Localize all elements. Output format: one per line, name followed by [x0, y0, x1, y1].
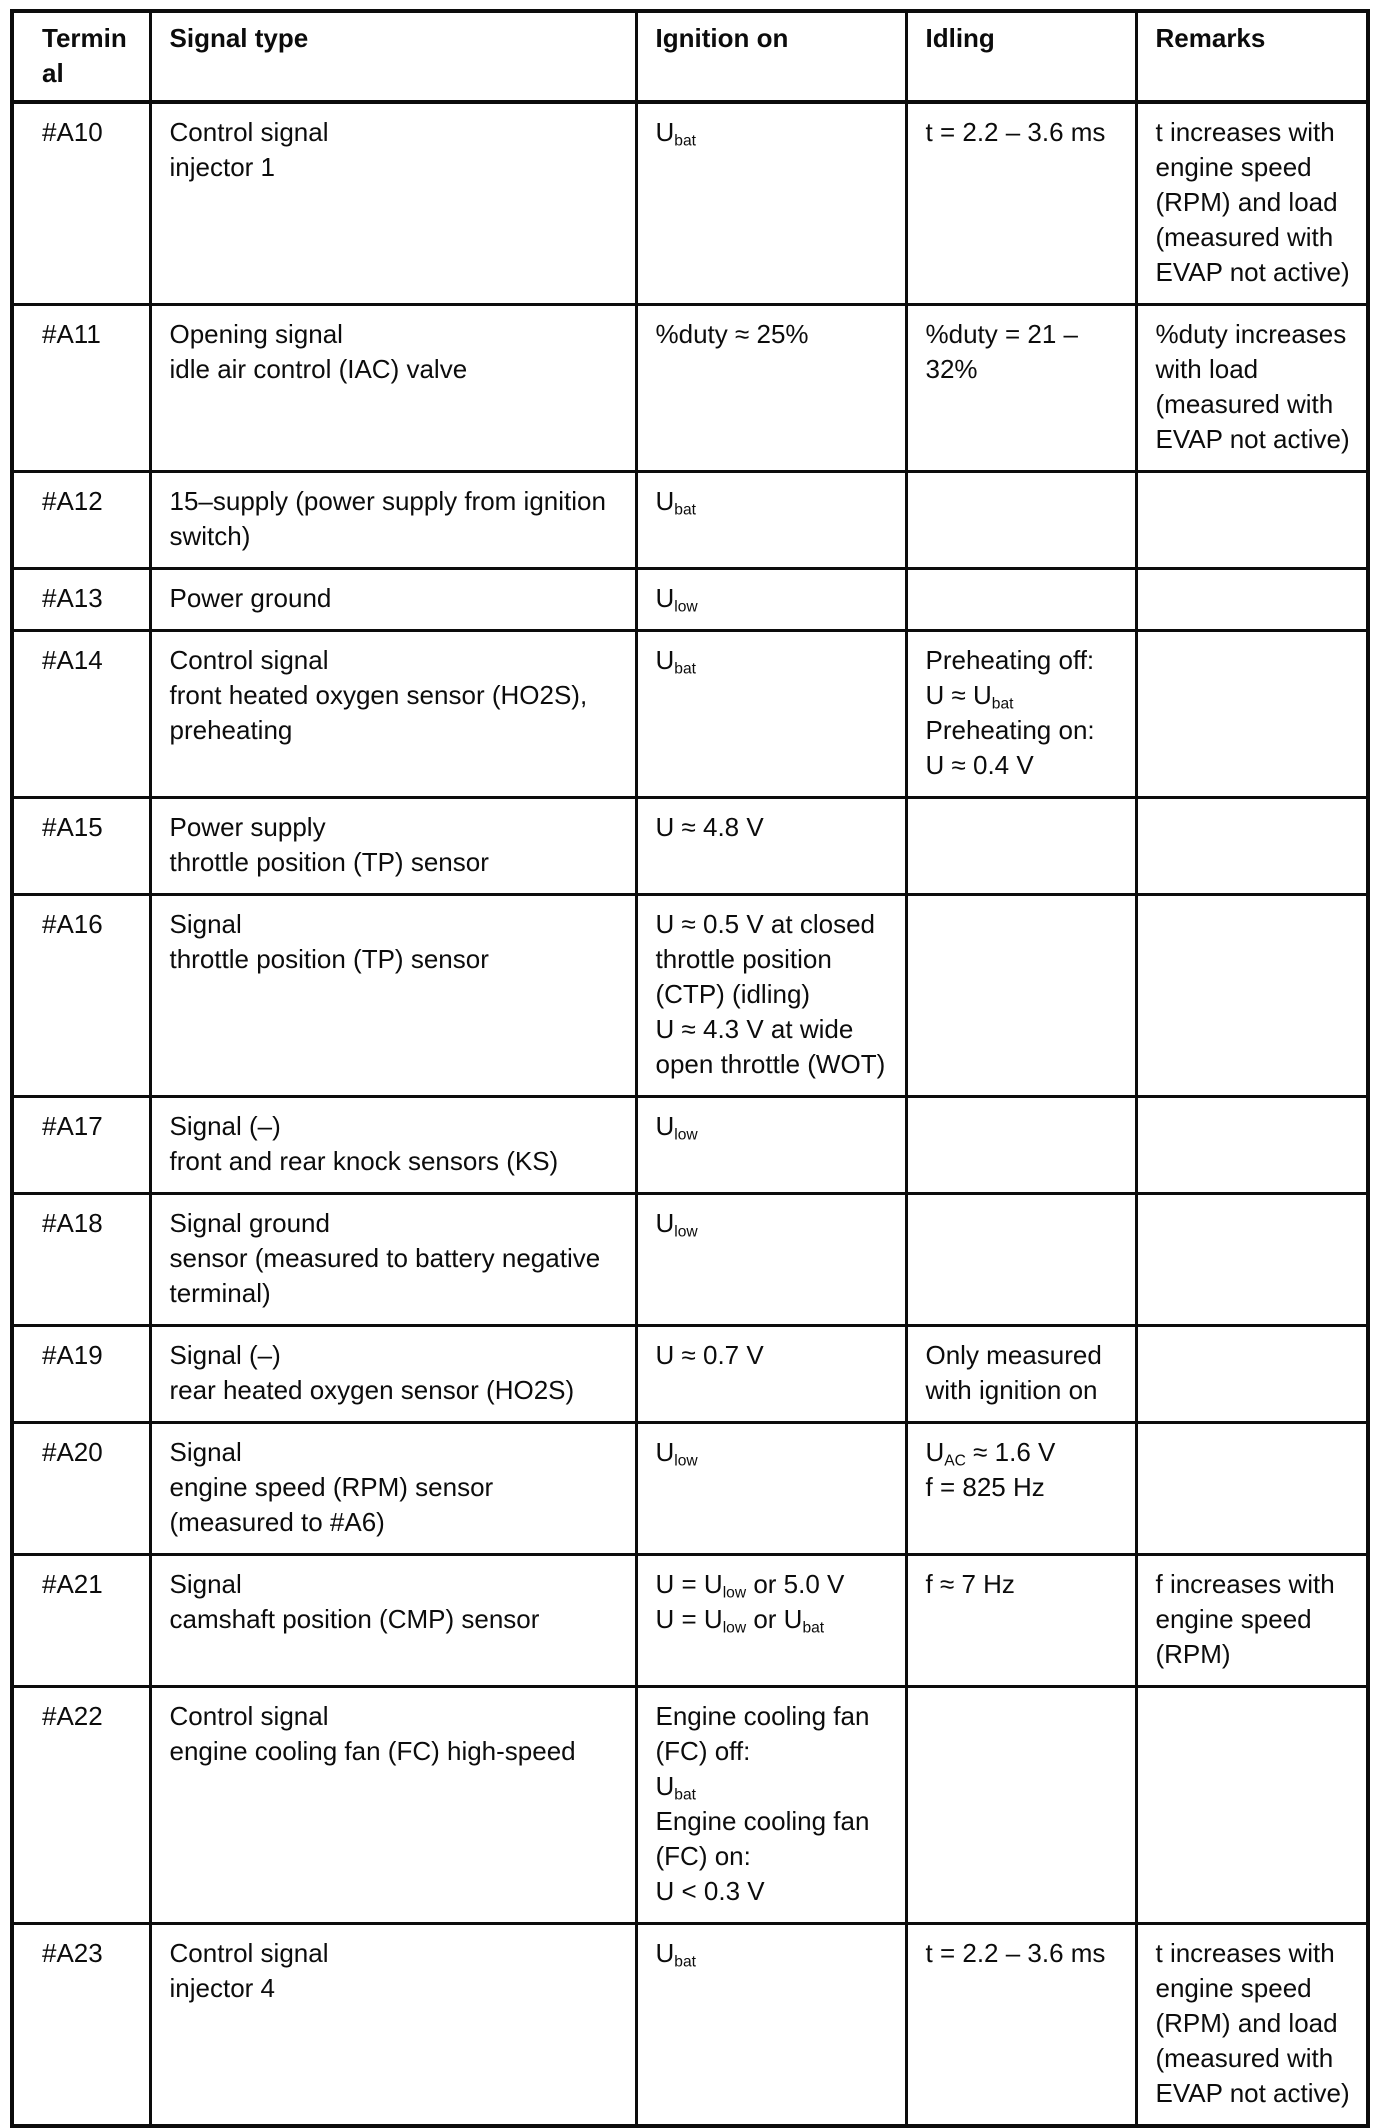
cell-remarks: [1136, 472, 1368, 569]
subscript-text: bat: [674, 1953, 696, 1971]
cell-text-line: %duty increases with load (measured with EVAP not active): [1155, 319, 1350, 454]
cell-idling: [906, 1687, 1136, 1924]
cell-ignition-on: [636, 1423, 906, 1555]
cell-text-line: throttle position (TP) sensor: [169, 944, 489, 974]
cell-signal-type: [150, 569, 636, 631]
cell-signal-type: [150, 1687, 636, 1924]
cell-remarks: [1136, 631, 1368, 798]
cell-remarks: [1136, 102, 1368, 305]
cell-terminal: [12, 895, 150, 1097]
cell-ignition-on: [636, 1097, 906, 1194]
cell-text-line: idle air control (IAC) valve: [169, 354, 468, 384]
column-header-idling: Idling: [906, 11, 1136, 102]
cell-text-line: Power supply: [169, 812, 326, 842]
table-row: [12, 1687, 1368, 1924]
cell-ignition-on: [636, 1687, 906, 1924]
cell-idling: [906, 1097, 1136, 1194]
cell-remarks: [1136, 569, 1368, 631]
cell-text-line: #A10: [42, 117, 103, 147]
table-row: [12, 1326, 1368, 1423]
table-row: [12, 569, 1368, 631]
cell-terminal: [12, 569, 150, 631]
cell-text-line: #A21: [42, 1569, 103, 1599]
cell-text-line: t increases with engine speed (RPM) and load (measured with EVAP not active): [1155, 117, 1350, 287]
cell-signal-type: [150, 895, 636, 1097]
cell-idling: [906, 569, 1136, 631]
cell-idling: [906, 472, 1136, 569]
cell-text-line: $U \approx U_{bat}$: [925, 680, 1014, 713]
cell-text-line: #A11: [42, 319, 101, 349]
subscript-text: low: [674, 598, 698, 616]
cell-ignition-on: [636, 798, 906, 895]
subscript-text: bat: [674, 1786, 696, 1804]
cell-text-line: $U_{low}$: [655, 1111, 698, 1144]
cell-terminal: [12, 1194, 150, 1326]
cell-text-line: $U_{low}$: [655, 1437, 698, 1470]
cell-signal-type: [150, 1097, 636, 1194]
cell-signal-type: [150, 631, 636, 798]
column-header-ignition-on: Ignition on: [636, 11, 906, 102]
cell-text-line: Control signal: [169, 1701, 329, 1731]
cell-text-line: f = 825 Hz: [925, 1472, 1045, 1502]
cell-text-line: engine cooling fan (FC) high-speed: [169, 1736, 576, 1766]
cell-text-line: Preheating off:: [925, 645, 1095, 675]
cell-text-line: #A19: [42, 1340, 103, 1370]
cell-text-line: Engine cooling fan (FC) off:: [655, 1701, 870, 1766]
cell-signal-type: [150, 1326, 636, 1423]
cell-text-line: #A20: [42, 1437, 103, 1467]
cell-signal-type: [150, 798, 636, 895]
cell-ignition-on: [636, 1326, 906, 1423]
cell-text-line: $U = U_{low}$ or $U_{bat}$: [655, 1604, 825, 1637]
cell-text-line: Opening signal: [169, 319, 343, 349]
cell-remarks: [1136, 305, 1368, 472]
cell-text-line: $U = U_{low}$ or 5.0 V: [655, 1569, 845, 1602]
table-row: [12, 1194, 1368, 1326]
cell-ignition-on: [636, 102, 906, 305]
terminal-signal-table: [10, 9, 1370, 2128]
cell-text-line: f ≈ 7 Hz: [925, 1569, 1015, 1599]
table-header: [12, 11, 1368, 102]
cell-text-line: t = 2.2 – 3.6 ms: [925, 1938, 1106, 1968]
cell-remarks: [1136, 1924, 1368, 2127]
table-row: [12, 1924, 1368, 2127]
cell-text-line: injector 1: [169, 152, 275, 182]
cell-text-line: rear heated oxygen sensor (HO2S): [169, 1375, 575, 1405]
cell-remarks: [1136, 1687, 1368, 1924]
table-row: [12, 798, 1368, 895]
cell-text-line: Control signal: [169, 117, 329, 147]
cell-text-line: U ≈ 0.4 V: [925, 750, 1034, 780]
table-row: [12, 895, 1368, 1097]
cell-idling: [906, 631, 1136, 798]
subscript-text: bat: [991, 695, 1014, 713]
cell-remarks: [1136, 1097, 1368, 1194]
cell-ignition-on: [636, 895, 906, 1097]
cell-signal-type: [150, 472, 636, 569]
cell-idling: [906, 1326, 1136, 1423]
cell-text-line: U < 0.3 V: [655, 1876, 765, 1906]
cell-text-line: #A12: [42, 486, 103, 516]
cell-terminal: [12, 472, 150, 569]
cell-text-line: $U_{low}$: [655, 1208, 698, 1241]
table-row: [12, 305, 1368, 472]
cell-text-line: #A14: [42, 645, 103, 675]
subscript-text: low: [722, 1619, 747, 1637]
cell-ignition-on: [636, 305, 906, 472]
cell-remarks: [1136, 1326, 1368, 1423]
cell-idling: [906, 1555, 1136, 1687]
cell-terminal: [12, 631, 150, 798]
cell-terminal: [12, 1097, 150, 1194]
table-row: [12, 472, 1368, 569]
cell-text-line: U ≈ 4.3 V at wide open throttle (WOT): [655, 1014, 886, 1079]
cell-ignition-on: [636, 472, 906, 569]
cell-text-line: Signal: [169, 1569, 242, 1599]
subscript-text: low: [674, 1452, 698, 1470]
cell-text-line: #A17: [42, 1111, 103, 1141]
subscript-text: bat: [674, 501, 696, 519]
table-row: [12, 1555, 1368, 1687]
cell-text-line: 15–supply (power supply from ignition switch): [169, 486, 606, 551]
cell-text-line: Engine cooling fan (FC) on:: [655, 1806, 870, 1871]
subscript-text: bat: [674, 660, 696, 678]
subscript-text: bat: [802, 1619, 825, 1637]
cell-text-line: t increases with engine speed (RPM) and load (measured with EVAP not active): [1155, 1938, 1350, 2108]
cell-text-line: engine speed (RPM) sensor (measured to #A6): [169, 1472, 494, 1537]
cell-remarks: [1136, 1423, 1368, 1555]
cell-idling: [906, 305, 1136, 472]
cell-ignition-on: [636, 569, 906, 631]
cell-text-line: $U_{bat}$: [655, 645, 696, 678]
cell-text-line: Only measured with ignition on: [925, 1340, 1102, 1405]
cell-text-line: #A22: [42, 1701, 103, 1731]
cell-signal-type: [150, 1423, 636, 1555]
cell-text-line: sensor (measured to battery negative terminal): [169, 1243, 601, 1308]
cell-idling: [906, 102, 1136, 305]
cell-idling: [906, 1423, 1136, 1555]
cell-text-line: Signal: [169, 1437, 242, 1467]
cell-text-line: Preheating on:: [925, 715, 1095, 745]
cell-ignition-on: [636, 1194, 906, 1326]
cell-text-line: $U_{bat}$: [655, 1938, 696, 1971]
cell-text-line: %duty ≈ 25%: [655, 319, 809, 349]
cell-text-line: front heated oxygen sensor (HO2S), preheating: [169, 680, 588, 745]
cell-text-line: f increases with engine speed (RPM): [1155, 1569, 1335, 1669]
cell-text-line: Control signal: [169, 645, 329, 675]
cell-signal-type: [150, 1555, 636, 1687]
cell-remarks: [1136, 1194, 1368, 1326]
cell-terminal: [12, 798, 150, 895]
cell-ignition-on: [636, 1924, 906, 2127]
cell-text-line: Signal (–): [169, 1340, 281, 1370]
header-row: [12, 11, 1368, 102]
table-row: [12, 1097, 1368, 1194]
cell-text-line: Signal ground: [169, 1208, 330, 1238]
column-header-remarks: Remarks: [1136, 11, 1368, 102]
cell-text-line: $U_{bat}$: [655, 1771, 696, 1804]
cell-text-line: U ≈ 4.8 V: [655, 812, 764, 842]
cell-text-line: %duty = 21 – 32%: [925, 319, 1078, 384]
cell-text-line: $U_{bat}$: [655, 117, 696, 150]
cell-text-line: t = 2.2 – 3.6 ms: [925, 117, 1106, 147]
table-row: [12, 631, 1368, 798]
cell-idling: [906, 1194, 1136, 1326]
cell-text-line: #A15: [42, 812, 103, 842]
cell-terminal: [12, 305, 150, 472]
cell-terminal: [12, 1687, 150, 1924]
cell-ignition-on: [636, 631, 906, 798]
cell-signal-type: [150, 102, 636, 305]
column-header-signal-type: Signal type: [150, 11, 636, 102]
cell-text-line: Power ground: [169, 583, 332, 613]
cell-remarks: [1136, 798, 1368, 895]
cell-terminal: [12, 1326, 150, 1423]
cell-idling: [906, 1924, 1136, 2127]
cell-text-line: Signal (–): [169, 1111, 281, 1141]
cell-text-line: Signal: [169, 909, 242, 939]
cell-text-line: #A13: [42, 583, 103, 613]
cell-text-line: $U_{low}$: [655, 583, 698, 616]
cell-signal-type: [150, 305, 636, 472]
cell-signal-type: [150, 1194, 636, 1326]
cell-terminal: [12, 102, 150, 305]
cell-signal-type: [150, 1924, 636, 2127]
cell-text-line: Control signal: [169, 1938, 329, 1968]
cell-terminal: [12, 1423, 150, 1555]
cell-text-line: #A18: [42, 1208, 103, 1238]
table-body: [12, 102, 1368, 2126]
subscript-text: low: [674, 1223, 698, 1241]
cell-idling: [906, 895, 1136, 1097]
column-header-terminal: Terminal: [12, 11, 150, 102]
subscript-text: bat: [674, 132, 696, 150]
cell-remarks: [1136, 1555, 1368, 1687]
cell-terminal: [12, 1555, 150, 1687]
cell-text-line: throttle position (TP) sensor: [169, 847, 489, 877]
table-row: [12, 102, 1368, 305]
cell-ignition-on: [636, 1555, 906, 1687]
cell-text-line: U ≈ 0.7 V: [655, 1340, 764, 1370]
subscript-text: AC: [944, 1452, 966, 1470]
cell-remarks: [1136, 895, 1368, 1097]
cell-text-line: $U_{bat}$: [655, 486, 696, 519]
cell-text-line: #A16: [42, 909, 103, 939]
cell-terminal: [12, 1924, 150, 2127]
subscript-text: low: [722, 1584, 747, 1602]
cell-text-line: camshaft position (CMP) sensor: [169, 1604, 540, 1634]
cell-text-line: #A23: [42, 1938, 103, 1968]
cell-text-line: front and rear knock sensors (KS): [169, 1146, 559, 1176]
cell-text-line: $U_{AC} \approx 1.6$ V: [925, 1437, 1056, 1470]
subscript-text: low: [674, 1126, 698, 1144]
cell-text-line: U ≈ 0.5 V at closed throttle position (CTP) (idling): [655, 909, 875, 1009]
cell-text-line: injector 4: [169, 1973, 275, 2003]
table-row: [12, 1423, 1368, 1555]
cell-idling: [906, 798, 1136, 895]
